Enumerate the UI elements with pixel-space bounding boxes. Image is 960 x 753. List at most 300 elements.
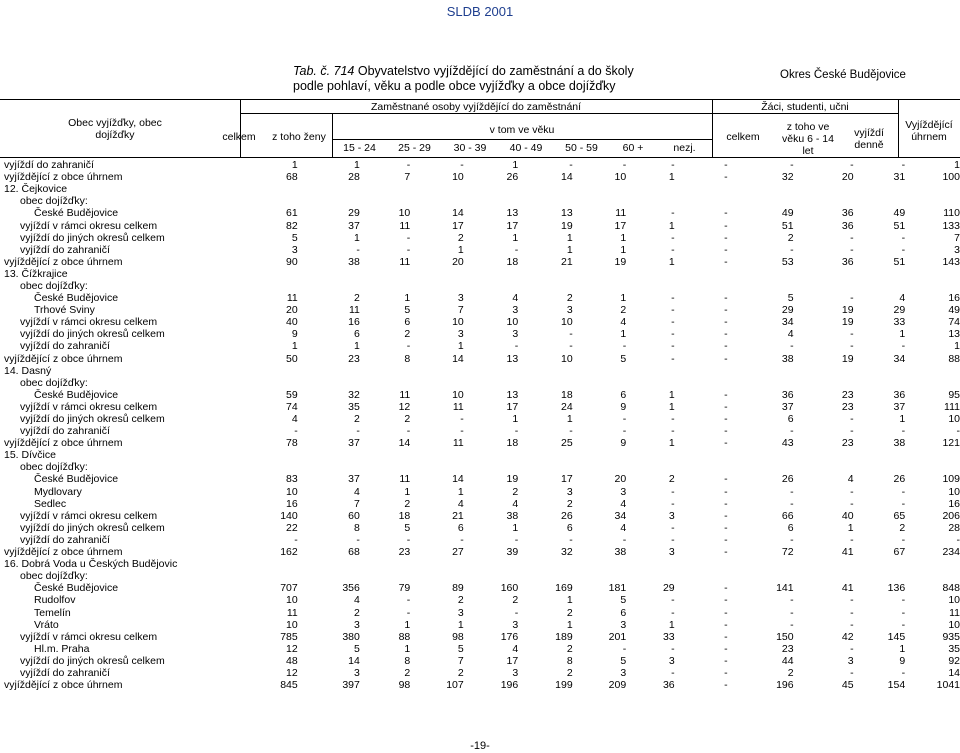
table-cell	[410, 195, 464, 207]
table-cell	[573, 365, 627, 377]
row-label: vyjíždí do zahraničí	[20, 243, 110, 256]
table-cell	[905, 377, 960, 389]
table-cell: 95	[948, 388, 960, 401]
table-cell: 17	[561, 473, 573, 486]
table-cell: -	[406, 425, 411, 438]
table-cell: 20	[286, 304, 298, 317]
row-label: Sedlec	[34, 497, 67, 510]
table-cell: 1	[291, 340, 298, 353]
row-label: vyjíždějící z obce úhrnem	[4, 546, 123, 559]
table-cell: -	[460, 425, 464, 438]
table-cell	[261, 570, 298, 582]
table-row	[0, 195, 960, 207]
col-women-header: z toho ženy	[272, 131, 326, 143]
table-cell	[675, 558, 728, 570]
table-row	[0, 292, 960, 304]
table-cell: 4	[620, 316, 627, 329]
table-cell: 1	[899, 642, 906, 655]
table-cell: -	[901, 606, 906, 619]
table-cell: 4	[847, 473, 854, 486]
table-cell: 26	[893, 473, 906, 486]
table-cell	[410, 365, 464, 377]
table-cell: 121	[942, 437, 960, 450]
table-cell: 10	[286, 485, 298, 498]
table-cell: 49	[781, 207, 794, 220]
table-cell: 1	[620, 328, 627, 341]
table-cell	[728, 183, 794, 195]
table-cell	[905, 449, 960, 461]
table-cell: -	[901, 594, 906, 607]
table-cell: -	[671, 316, 675, 329]
table-cell	[298, 461, 360, 473]
table-cell: 2	[354, 606, 360, 619]
row-label: 12. Čejkovice	[4, 183, 68, 196]
table-cell: 3	[291, 243, 298, 256]
table-cell: 36	[841, 219, 854, 232]
table-cell: 2	[354, 413, 360, 426]
table-cell: 1	[457, 340, 464, 353]
table-cell	[410, 570, 464, 582]
table-cell: 1	[457, 618, 464, 631]
row-label: vyjíždí v rámci okresu celkem	[20, 509, 158, 522]
table-cell	[675, 377, 728, 389]
table-cell	[573, 183, 627, 195]
table-cell: 89	[452, 582, 464, 595]
table-cell: -	[671, 304, 675, 317]
table-cell	[728, 570, 794, 582]
table-cell: 2	[404, 328, 411, 341]
table-row	[0, 219, 960, 231]
table-cell: 3	[512, 328, 519, 341]
table-cell: 29	[781, 304, 794, 317]
row-label: vyjíždí do jiných okresů celkem	[20, 231, 165, 244]
table-cell	[410, 461, 464, 473]
table-cell: 8	[404, 654, 411, 667]
table-cell: 2	[354, 292, 360, 305]
table-cell: 19	[841, 304, 854, 317]
table-cell: 2	[787, 666, 794, 679]
table-cell: -	[724, 316, 728, 329]
header-bottom-rule	[0, 157, 960, 158]
header-top-rule	[0, 99, 960, 100]
table-cell: 22	[286, 521, 298, 534]
table-cell: 37	[348, 219, 360, 232]
table-cell	[854, 558, 906, 570]
table-row	[0, 365, 960, 377]
table-cell	[298, 570, 360, 582]
table-cell: -	[514, 533, 519, 546]
table-cell: -	[850, 533, 854, 546]
table-cell: 26	[561, 509, 573, 522]
table-cell: -	[671, 642, 675, 655]
table-cell: 38	[614, 546, 627, 559]
table-cell	[854, 570, 906, 582]
table-cell: -	[460, 159, 464, 172]
table-cell: 37	[781, 400, 794, 413]
table-title-line2: podle pohlaví, věku a podle obce vyjížďky a obce dojížďky	[293, 79, 616, 93]
table-cell: -	[724, 509, 728, 522]
table-cell: -	[901, 666, 906, 679]
table-cell	[728, 365, 794, 377]
row-label: vyjíždějící z obce úhrnem	[4, 352, 123, 365]
table-cell: 3	[457, 328, 464, 341]
table-row	[0, 619, 960, 631]
table-cell	[518, 183, 572, 195]
table-row	[0, 655, 960, 667]
table-cell: 16	[286, 497, 298, 510]
table-cell	[794, 449, 854, 461]
table-cell	[854, 268, 906, 280]
table-cell: 19	[841, 352, 854, 365]
table-cell	[626, 280, 674, 292]
table-cell: 111	[944, 400, 960, 413]
table-body	[0, 159, 960, 691]
table-cell: 4	[512, 292, 519, 305]
row-label: Hl.m. Praha	[34, 642, 90, 655]
table-cell: 9	[291, 328, 298, 341]
table-cell: -	[622, 533, 627, 546]
table-cell: 1	[457, 243, 464, 256]
table-cell: 13	[561, 207, 573, 220]
table-cell	[410, 280, 464, 292]
table-cell	[464, 570, 518, 582]
table-cell: 18	[561, 388, 573, 401]
table-cell: 206	[942, 509, 960, 522]
table-cell: -	[790, 243, 794, 256]
table-cell	[854, 377, 906, 389]
table-cell	[728, 558, 794, 570]
employed-group-header: Zaměstnané osoby vyjíždějící do zaměstnání	[370, 101, 582, 113]
table-cell: 14	[452, 473, 464, 486]
table-cell: 2	[512, 485, 519, 498]
table-cell: 3	[620, 485, 627, 498]
table-cell: -	[850, 666, 854, 679]
table-cell: 4	[291, 413, 298, 426]
table-cell: 14	[948, 666, 960, 679]
age-col-50-59: 50 - 59	[565, 142, 598, 154]
table-cell: 3	[620, 666, 627, 679]
table-cell: 209	[608, 679, 627, 692]
table-cell	[298, 377, 360, 389]
table-cell: 23	[841, 388, 854, 401]
table-cell: 12	[286, 666, 298, 679]
table-cell: 23	[841, 437, 854, 450]
table-cell: 848	[942, 582, 960, 595]
table-cell: 100	[942, 171, 960, 184]
table-cell: 6	[620, 388, 627, 401]
row-label: vyjíždějící z obce úhrnem	[4, 255, 123, 268]
table-cell: 32	[561, 546, 573, 559]
table-cell: 2	[457, 594, 464, 607]
table-row	[0, 280, 960, 292]
table-cell: -	[724, 292, 728, 305]
table-cell: 1	[668, 255, 675, 268]
row-label: obec dojížďky:	[20, 195, 88, 208]
table-cell: 11	[399, 255, 411, 268]
table-row	[0, 534, 960, 546]
table-cell	[464, 558, 518, 570]
table-cell	[675, 268, 728, 280]
row-label: České Budějovice	[34, 292, 119, 305]
table-cell	[360, 558, 410, 570]
table-cell	[518, 570, 572, 582]
table-cell	[261, 268, 298, 280]
table-cell: 68	[286, 171, 298, 184]
table-cell: 935	[942, 630, 960, 643]
table-cell	[261, 377, 298, 389]
table-cell	[464, 280, 518, 292]
table-cell: 785	[280, 630, 298, 643]
row-label: vyjíždí do zahraničí	[4, 159, 94, 172]
table-cell: -	[724, 413, 728, 426]
table-cell: 83	[286, 473, 298, 486]
table-row	[0, 316, 960, 328]
table-cell: 10	[561, 316, 573, 329]
table-cell: 16	[948, 497, 960, 510]
table-row	[0, 667, 960, 679]
table-cell: 2	[512, 594, 519, 607]
table-cell: 13	[506, 352, 519, 365]
students-age-header: z toho ve věku 6 - 14 let	[782, 121, 834, 157]
table-cell: -	[901, 231, 906, 244]
table-cell	[905, 461, 960, 473]
table-cell	[854, 461, 906, 473]
table-cell: 32	[348, 388, 360, 401]
age-col-unknown: nezj.	[673, 142, 696, 154]
table-row	[0, 425, 960, 437]
table-cell: 21	[452, 509, 464, 522]
table-cell: -	[724, 618, 728, 631]
row-label: vyjíždějící z obce úhrnem	[4, 437, 123, 450]
table-cell: 36	[841, 207, 854, 220]
table-cell	[728, 449, 794, 461]
table-cell: -	[671, 594, 675, 607]
table-cell: -	[901, 340, 906, 353]
table-cell: 48	[286, 654, 298, 667]
table-row	[0, 461, 960, 473]
table-cell: 5	[457, 642, 464, 655]
table-cell	[626, 558, 674, 570]
table-cell: 2	[404, 497, 411, 510]
students-group-header: Žáci, studenti, učni	[761, 101, 849, 113]
table-cell: 67	[893, 546, 906, 559]
table-cell: 74	[948, 316, 960, 329]
row-label: vyjíždí do zahraničí	[20, 533, 110, 546]
table-cell	[854, 195, 906, 207]
table-cell: 16	[948, 292, 960, 305]
table-cell	[518, 377, 572, 389]
table-row	[0, 304, 960, 316]
students-total-header: celkem	[726, 131, 760, 143]
table-row	[0, 328, 960, 340]
table-cell: 10	[452, 388, 464, 401]
table-cell: 1	[512, 231, 519, 244]
row-label: České Budějovice	[34, 582, 119, 595]
table-cell: -	[790, 497, 794, 510]
row-label: České Budějovice	[34, 207, 119, 220]
table-cell	[573, 570, 627, 582]
table-cell: 23	[398, 546, 411, 559]
table-cell: 7	[354, 497, 360, 510]
table-cell	[464, 377, 518, 389]
table-cell	[261, 183, 298, 195]
table-cell: -	[294, 533, 298, 546]
table-cell: 109	[942, 473, 960, 486]
table-cell	[518, 268, 572, 280]
table-cell: 3	[457, 292, 464, 305]
table-cell: 25	[561, 437, 573, 450]
table-cell: -	[356, 425, 360, 438]
table-cell: 2	[566, 497, 573, 510]
table-cell: -	[790, 606, 794, 619]
table-cell: -	[790, 485, 794, 498]
table-cell: 1	[899, 413, 906, 426]
table-cell: 98	[398, 679, 411, 692]
table-cell: 154	[887, 679, 906, 692]
row-label: Vráto	[34, 618, 59, 631]
row-label: vyjíždí do jiných okresů celkem	[20, 654, 165, 667]
table-cell: 1	[566, 231, 573, 244]
table-cell: 36	[781, 388, 794, 401]
table-cell: 49	[893, 207, 906, 220]
table-cell: -	[724, 497, 728, 510]
table-cell: 23	[841, 400, 854, 413]
table-cell: 88	[948, 352, 960, 365]
table-cell: 78	[286, 437, 298, 450]
table-cell: -	[514, 425, 519, 438]
table-cell: -	[671, 413, 675, 426]
district-label: Okres České Budějovice	[780, 69, 906, 81]
table-cell: -	[406, 243, 411, 256]
table-cell	[360, 570, 410, 582]
table-cell: 11	[286, 292, 298, 305]
row-label: Mydlovary	[34, 485, 82, 498]
age-col-40-49: 40 - 49	[509, 142, 543, 154]
students-daily-header: vyjíždí denně	[854, 127, 884, 151]
table-cell: 1	[457, 485, 464, 498]
table-cell: 6	[787, 413, 794, 426]
table-cell: 38	[893, 437, 906, 450]
table-cell: -	[460, 413, 464, 426]
table-cell: 3	[847, 654, 854, 667]
table-cell: -	[724, 243, 728, 256]
table-cell: 4	[620, 497, 627, 510]
table-cell: 10	[452, 316, 464, 329]
table-cell: 28	[348, 171, 360, 184]
table-cell: 36	[893, 388, 906, 401]
table-cell	[675, 183, 728, 195]
table-cell: -	[724, 642, 728, 655]
table-cell	[518, 449, 572, 461]
table-cell: 6	[620, 606, 627, 619]
row-label: Rudolfov	[34, 594, 76, 607]
table-cell: 2	[620, 304, 627, 317]
table-row	[0, 582, 960, 594]
table-cell: 37	[893, 400, 906, 413]
table-cell: 2	[566, 292, 573, 305]
table-cell: -	[406, 231, 411, 244]
table-cell: 19	[506, 473, 519, 486]
table-cell: 11	[286, 606, 298, 619]
table-cell: 2	[566, 666, 573, 679]
table-cell: 38	[348, 255, 360, 268]
table-cell: 36	[841, 255, 854, 268]
table-cell: 19	[561, 219, 573, 232]
table-cell	[626, 461, 674, 473]
table-number: Tab. č. 714	[293, 64, 355, 78]
table-cell: 4	[512, 497, 519, 510]
age-col-25-29: 25 - 29	[398, 142, 431, 154]
table-cell: 1	[620, 292, 627, 305]
table-cell: 3	[668, 654, 675, 667]
age-col-30-39: 30 - 39	[453, 142, 487, 154]
table-cell	[518, 195, 572, 207]
table-cell	[360, 461, 410, 473]
table-title-line1: Obyvatelstvo vyjíždějící do zaměstnání a do školy	[357, 64, 634, 78]
table-cell	[261, 195, 298, 207]
table-cell: 1	[668, 171, 675, 184]
table-cell: 234	[942, 546, 960, 559]
table-cell: 51	[781, 219, 794, 232]
table-cell	[298, 449, 360, 461]
table-cell: 34	[781, 316, 794, 329]
table-row	[0, 546, 960, 558]
table-cell: -	[671, 292, 675, 305]
table-cell: 9	[620, 437, 627, 450]
table-cell: 133	[942, 219, 960, 232]
table-cell	[518, 461, 572, 473]
table-cell: -	[622, 642, 627, 655]
table-cell	[573, 449, 627, 461]
table-row	[0, 449, 960, 461]
table-cell: -	[724, 521, 728, 534]
table-cell: 1	[847, 521, 854, 534]
table-cell: -	[901, 425, 906, 438]
table-cell: -	[406, 159, 411, 172]
row-label: vyjíždí do zahraničí	[20, 666, 110, 679]
table-cell	[464, 195, 518, 207]
table-row	[0, 353, 960, 365]
table-cell	[360, 268, 410, 280]
table-cell: 1	[620, 231, 627, 244]
table-cell: -	[956, 533, 960, 546]
table-title	[293, 64, 634, 94]
table-cell: 356	[342, 582, 360, 595]
table-cell: -	[850, 292, 854, 305]
table-cell: 2	[404, 413, 411, 426]
table-row	[0, 510, 960, 522]
row-label: 14. Dasný	[4, 364, 52, 377]
table-cell	[261, 280, 298, 292]
table-cell: -	[569, 425, 573, 438]
table-cell	[905, 365, 960, 377]
table-cell: -	[724, 388, 728, 401]
table-cell	[518, 280, 572, 292]
table-cell: 1	[668, 400, 675, 413]
table-cell: -	[622, 413, 627, 426]
table-cell: 60	[348, 509, 360, 522]
table-cell: 2	[787, 231, 794, 244]
row-label: 15. Dívčice	[4, 449, 56, 462]
table-cell: 10	[452, 171, 464, 184]
table-cell	[464, 183, 518, 195]
table-cell: 3	[668, 546, 675, 559]
table-cell: 1	[512, 159, 519, 172]
row-label: vyjíždí v rámci okresu celkem	[20, 630, 158, 643]
table-cell: 14	[452, 352, 464, 365]
table-cell: -	[901, 618, 906, 631]
table-cell: 3	[668, 509, 675, 522]
